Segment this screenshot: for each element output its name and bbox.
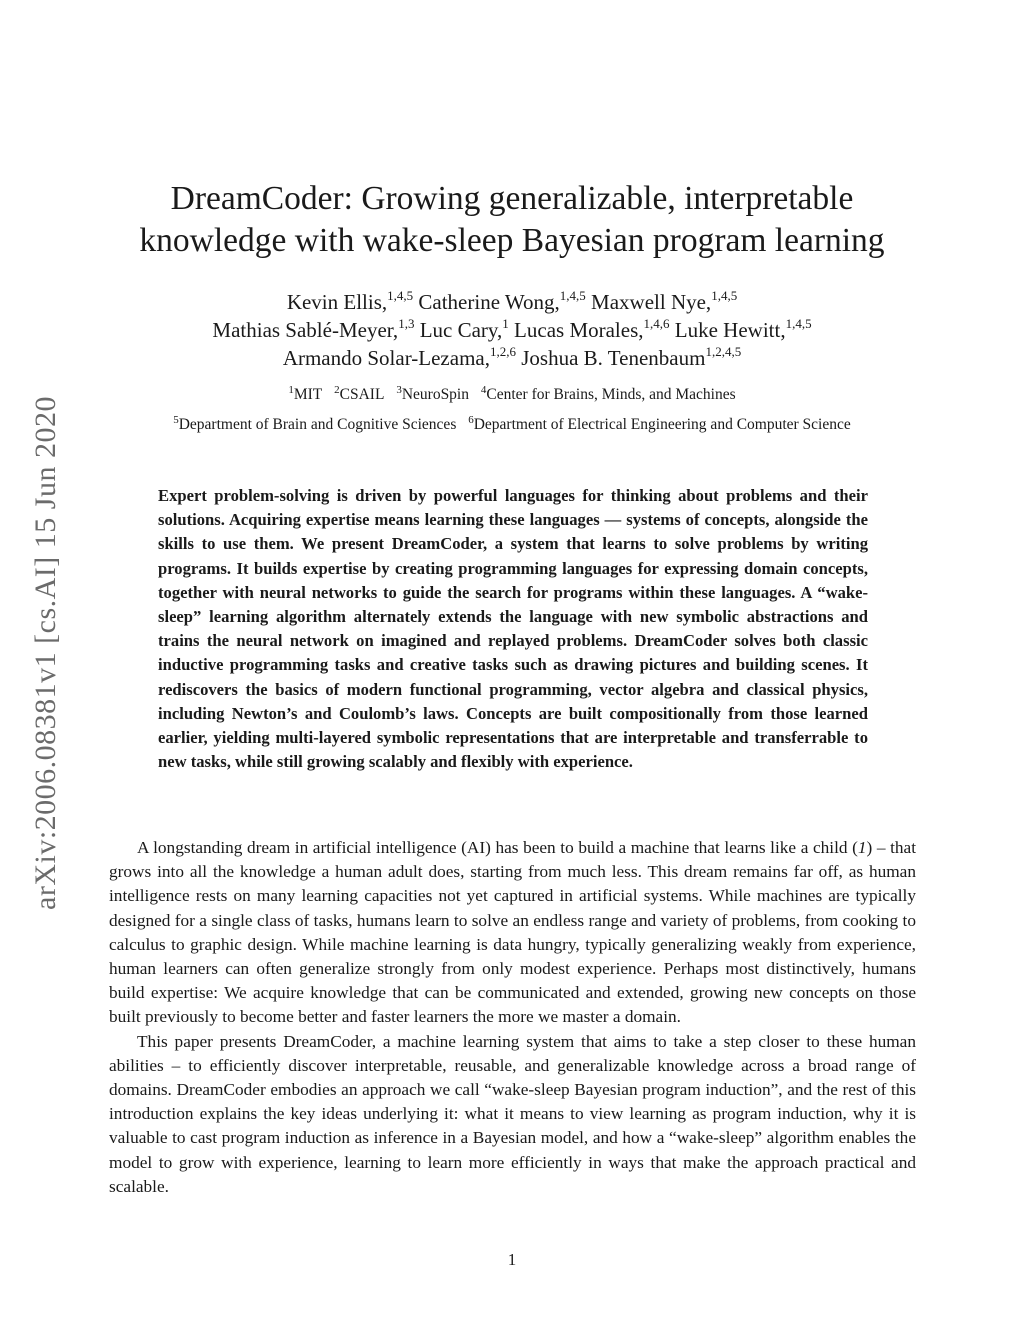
author-name: Armando Solar-Lezama, [282,346,490,370]
author-name: Lucas Morales, [514,318,644,342]
affiliation: $^6$Department of Electrical Engineering and Computer Science [468,414,851,433]
paragraph-2: This paper presents DreamCoder, a machine learning system that aims to take a step closer to these human abilities – to efficiently discover interpretable, reusable, and generalizable knowledge across a broad range of domains. DreamCoder embodies an approach we call “wake-sleep Bayesian program induction”, and the rest of this introduction explains the key ideas underlying it: what it means to view learning as program induction, why it is valuable to cast program induction as inference in a Bayesian model, and how a “wake-sleep” algorithm enables the model to grow with experience, learning to learn more efficiently in ways that make the approach practical and scalable. [109,1031,916,1196]
introduction-body [109,836,916,1199]
affiliation: $^1$MIT [288,384,323,403]
author-name: Maxwell Nye, [591,290,712,314]
title-line-2: knowledge with wake-sleep Bayesian program learning [139,222,885,259]
author-line-1 [90,288,934,316]
author-affil-sup: 1,4,5 [559,288,586,303]
page-number: 1 [507,1250,517,1269]
author-affil-sup: 1,3 [398,316,415,331]
author-affil-sup: 1,4,5 [387,288,414,303]
author-affil-sup: 1,2,4,5 [705,344,742,359]
author-name: Mathias Sablé-Meyer, [212,318,399,342]
author-name: Joshua B. Tenenbaum [521,346,706,370]
paragraph-1: A longstanding dream in artificial intelligence (AI) has been to build a machine that learns like a child (1) – that grows into all the knowledge a human adult does, starting from much less. This dream remains far off, as human intelligence rests on many learning capacities not yet captured in artificial systems. While machines are typically designed for a single class of tasks, humans learn to solve an endless range and variety of problems, from cooking to calculus to graphic design. While machine learning is data hungry, typically generalizing weakly from experience, human learners can often generalize strongly from only modest experience. Perhaps most distinctively, humans build expertise: We acquire knowledge that can be communicated and extended, growing new concepts on those built previously to become better and faster learners the more we master a domain. [109,838,916,1027]
affiliation: $^2$CSAIL [334,384,385,403]
affiliation: $^4$Center for Brains, Minds, and Machines [480,384,736,403]
author-affil-sup: 1 [502,316,509,331]
author-affil-sup: 1,4,5 [785,316,812,331]
author-name: Luke Hewitt, [674,318,786,342]
affiliations-line-1 [80,385,944,405]
author-list [90,288,934,372]
abstract: Expert problem-solving is driven by powerful languages for thinking about problems and their solutions. Acquiring expertise means learning these languages — systems of concepts, alongside the skills to use them. We present DreamCoder, a system that learns to solve problems by writing programs. It builds expertise by creating programming languages for expressing domain concepts, together with neural networks to guide the search for programs within these languages. A “wake-sleep” learning algorithm alternately extends the language with new symbolic abstractions and trains the neural network on imagined and replayed problems. DreamCoder solves both classic inductive programming tasks and creative tasks such as drawing pictures and building scenes. It rediscovers the basics of modern functional programming, vector algebra and classical physics, including Newton’s and Coulomb’s laws. Concepts are built compositionally from those learned earlier, yielding multi-layered symbolic representations that are interpretable and transferrable to new tasks, while still growing scalably and flexibly with experience. [158,486,868,772]
author-affil-sup: 1,4,5 [711,288,738,303]
arxiv-sidebar-stamp [28,368,64,938]
affiliation: $^5$Department of Brain and Cognitive Sciences [173,414,457,433]
author-line-2 [90,316,934,344]
affiliations-line-2 [80,415,944,435]
title-line-1: DreamCoder: Growing generalizable, interpretable [170,180,854,217]
affiliation: $^3$NeuroSpin [396,384,469,403]
paper-title [100,178,924,262]
arxiv-id: arXiv:2006.08381v1 [cs.AI] 15 Jun 2020 [29,396,62,910]
author-name: Catherine Wong, [418,290,560,314]
author-name: Kevin Ellis, [286,290,388,314]
citation: 1 [857,838,867,857]
author-affil-sup: 1,2,6 [489,344,516,359]
author-name: Luc Cary, [419,318,503,342]
author-affil-sup: 1,4,6 [643,316,670,331]
author-line-3 [90,344,934,372]
